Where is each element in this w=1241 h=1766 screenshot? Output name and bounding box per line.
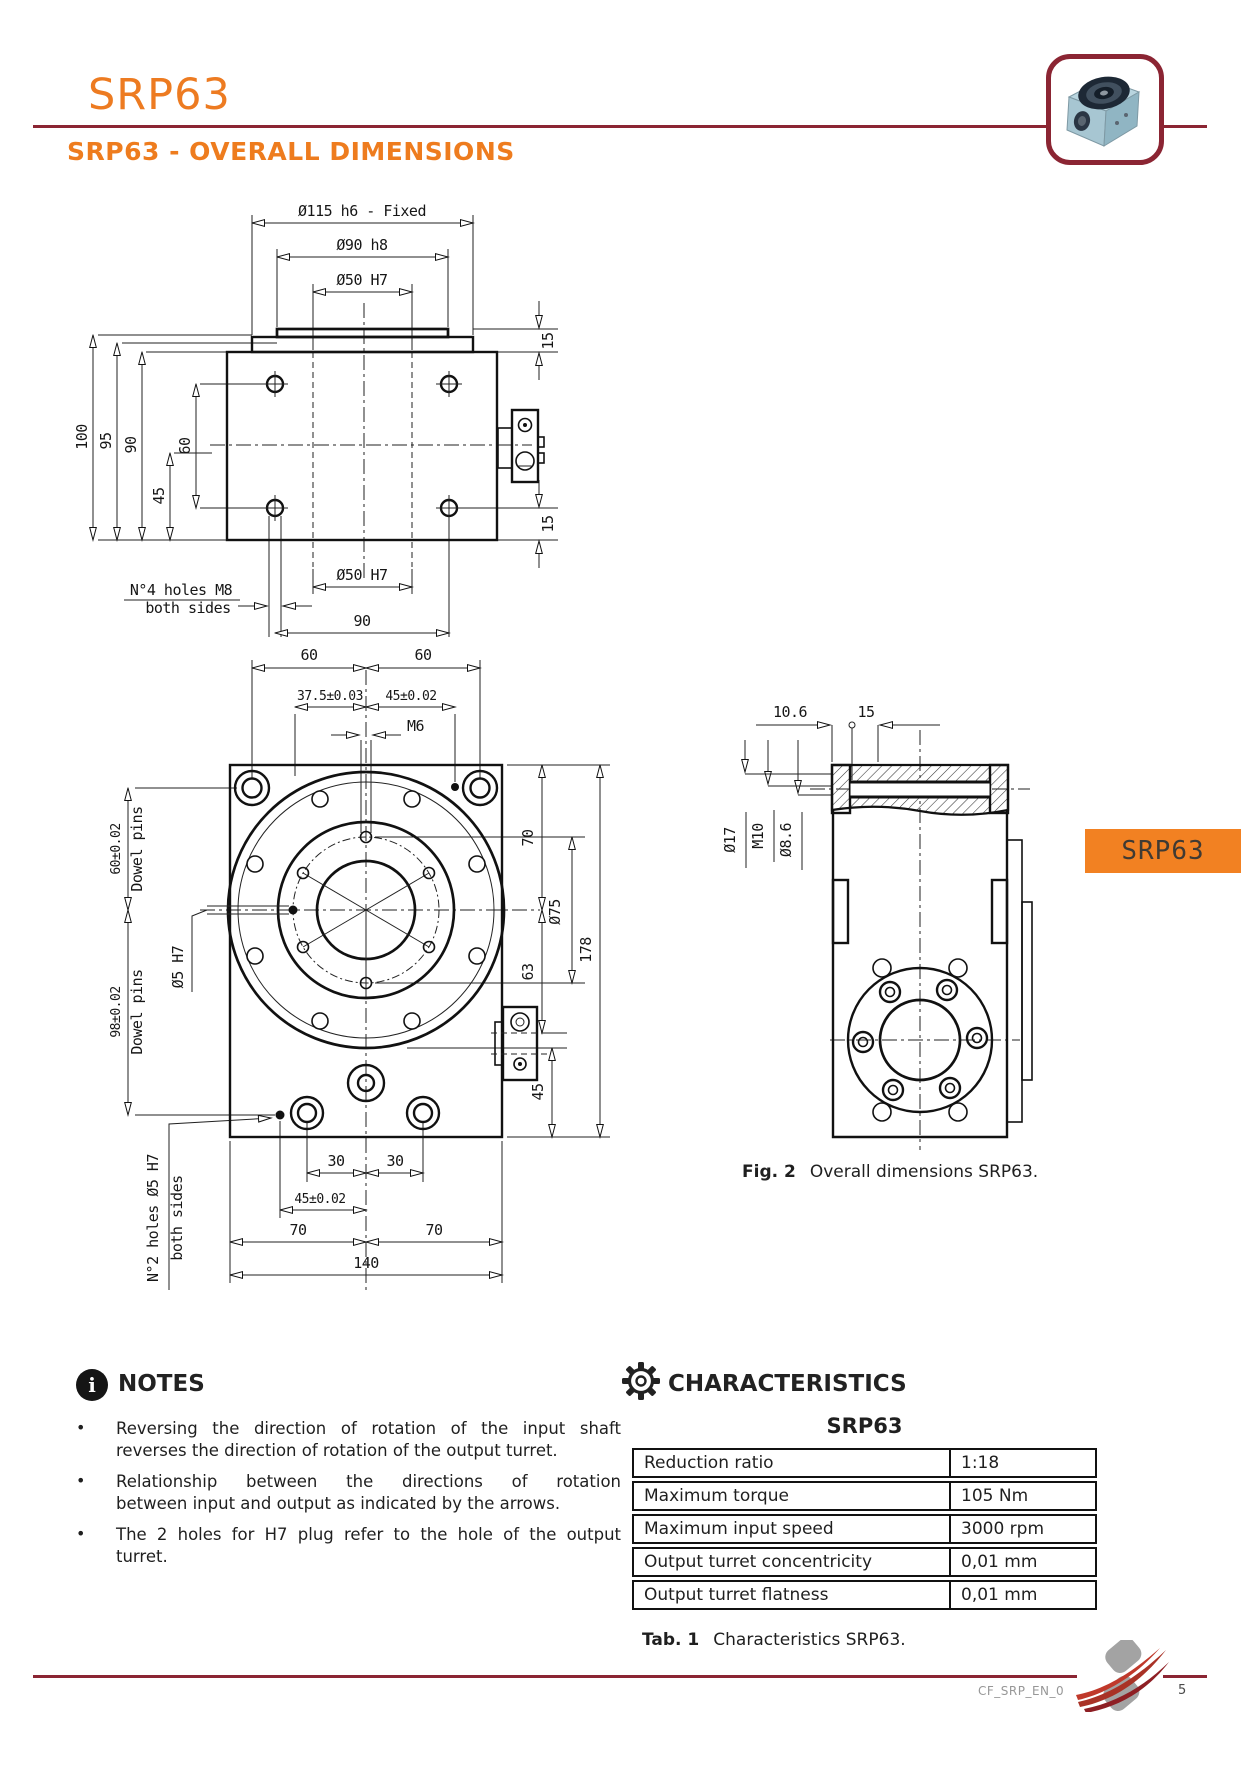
note-text: The 2 holes for H7 plug refer to the hole of the output [116, 1525, 621, 1544]
side-view-drawing [690, 690, 1120, 1160]
document-code: CF_SRP_EN_0 [978, 1684, 1065, 1698]
side-tab-label: SRP63 [1121, 836, 1205, 866]
product-photo-frame [1046, 54, 1164, 165]
note-text: Relationship between the directions of rotation [116, 1472, 621, 1491]
dim-label: Ø5 H7 [169, 945, 187, 989]
page-number: 5 [1178, 1683, 1187, 1698]
row-value: 3000 rpm [961, 1519, 1045, 1539]
table-row [632, 1514, 1097, 1544]
front-view-dimensions [109, 646, 600, 1290]
table-row [632, 1580, 1097, 1610]
characteristics-heading: CHARACTERISTICS [668, 1371, 907, 1397]
dim-label: 70 [289, 1221, 307, 1239]
dim-label: 45±0.02 [294, 1192, 346, 1207]
top-view-object [210, 303, 544, 581]
bullet-icon: • [76, 1471, 86, 1490]
row-label: Output turret flatness [634, 1582, 951, 1608]
note-text: between input and output as indicated by the arrows. [116, 1494, 561, 1513]
dim-label: 178 [577, 937, 595, 963]
dim-label: both sides [168, 1175, 186, 1261]
dim-label: 70 [425, 1221, 443, 1239]
row-value: 0,01 mm [961, 1585, 1038, 1605]
top-view-extension-lines [98, 215, 558, 637]
dim-label: 95 [97, 432, 115, 450]
dim-label: 100 [73, 424, 91, 450]
footer-divider-left [33, 1675, 1077, 1678]
dim-label: 90 [122, 436, 140, 454]
table-row [632, 1448, 1097, 1478]
dim-label: N°4 holes M8 [129, 581, 233, 599]
output-connector [491, 1007, 547, 1080]
dim-label: 15 [857, 703, 875, 721]
page-title: SRP63 [88, 70, 231, 120]
dim-label: Ø90 h8 [336, 236, 388, 254]
front-view-drawing [95, 590, 640, 1305]
row-label: Maximum torque [634, 1483, 951, 1509]
table-row [632, 1547, 1097, 1577]
dim-label: 45 [529, 1083, 547, 1101]
dim-label: 37.5±0.03 [297, 689, 363, 704]
section-heading: SRP63 - OVERALL DIMENSIONS [67, 137, 515, 166]
note-text: reverses the direction of rotation of the output turret. [116, 1441, 558, 1460]
bullet-icon: • [76, 1418, 86, 1437]
dim-label: 60 [300, 646, 318, 664]
product-photo [1051, 59, 1149, 150]
front-view-extension-lines [135, 660, 610, 1283]
table-row [632, 1481, 1097, 1511]
dim-label: 60±0.02 [109, 823, 124, 875]
dim-label: Dowel pins [128, 969, 146, 1055]
row-value: 1:18 [961, 1453, 1000, 1473]
dim-label: 60 [176, 437, 194, 455]
figure-label: Fig. 2 [742, 1162, 796, 1182]
figure-caption [742, 1162, 1038, 1182]
input-shaft-connector [498, 410, 544, 482]
dim-label: Ø50 H7 [336, 566, 388, 584]
dim-label: M6 [407, 717, 425, 735]
dim-label: 30 [327, 1152, 345, 1170]
note-text: Reversing the direction of rotation of the input shaft [116, 1419, 621, 1438]
row-value: 105 Nm [961, 1486, 1029, 1506]
header-divider [33, 125, 1207, 128]
side-view-object [810, 730, 1032, 1150]
notes-list [76, 1418, 622, 1577]
dim-label: 45 [150, 487, 168, 505]
page-side-tab [1085, 829, 1241, 873]
table-caption [642, 1630, 906, 1650]
note-item [76, 1524, 622, 1568]
dim-label: 15 [539, 515, 557, 533]
characteristics-table [632, 1448, 1097, 1613]
dim-label: Ø17 [721, 827, 739, 853]
row-label: Output turret concentricity [634, 1549, 951, 1575]
row-value: 0,01 mm [961, 1552, 1038, 1572]
company-logo [1076, 1640, 1170, 1712]
notes-heading: NOTES [118, 1371, 205, 1397]
gear-icon [620, 1360, 662, 1402]
dim-label: 45±0.02 [385, 689, 437, 704]
dim-label: N°2 holes Ø5 H7 [144, 1154, 162, 1282]
top-view-dimensions [73, 202, 557, 633]
dim-label: 10.6 [772, 703, 808, 721]
table-caption-text: Characteristics SRP63. [713, 1630, 906, 1650]
dim-label: 70 [519, 829, 537, 847]
bullet-icon: • [76, 1524, 86, 1543]
dim-label: 30 [386, 1152, 404, 1170]
dim-label: 140 [353, 1254, 379, 1272]
row-label: Maximum input speed [634, 1516, 951, 1542]
figure-text: Overall dimensions SRP63. [809, 1162, 1039, 1182]
note-item [76, 1418, 622, 1462]
dim-label: M10 [749, 823, 767, 849]
dim-label: Ø8.6 [777, 822, 795, 858]
dim-label: 60 [414, 646, 432, 664]
dim-label: Ø50 H7 [336, 271, 388, 289]
note-text: turret. [116, 1547, 168, 1566]
characteristics-table-title: SRP63 [826, 1414, 903, 1438]
dim-label: Ø75 [546, 899, 564, 925]
dim-label: both sides [145, 599, 231, 617]
info-icon: i [76, 1369, 108, 1401]
dim-label: 63 [519, 963, 537, 981]
dim-label: Dowel pins [128, 806, 146, 892]
dim-label: Ø115 h6 - Fixed [298, 202, 426, 220]
table-caption-label: Tab. 1 [642, 1630, 700, 1650]
dim-label: 15 [539, 332, 557, 350]
dim-label: 98±0.02 [109, 986, 124, 1038]
note-item [76, 1471, 622, 1515]
dim-label: 90 [353, 612, 371, 630]
top-view-drawing [60, 185, 620, 645]
row-label: Reduction ratio [634, 1450, 951, 1476]
